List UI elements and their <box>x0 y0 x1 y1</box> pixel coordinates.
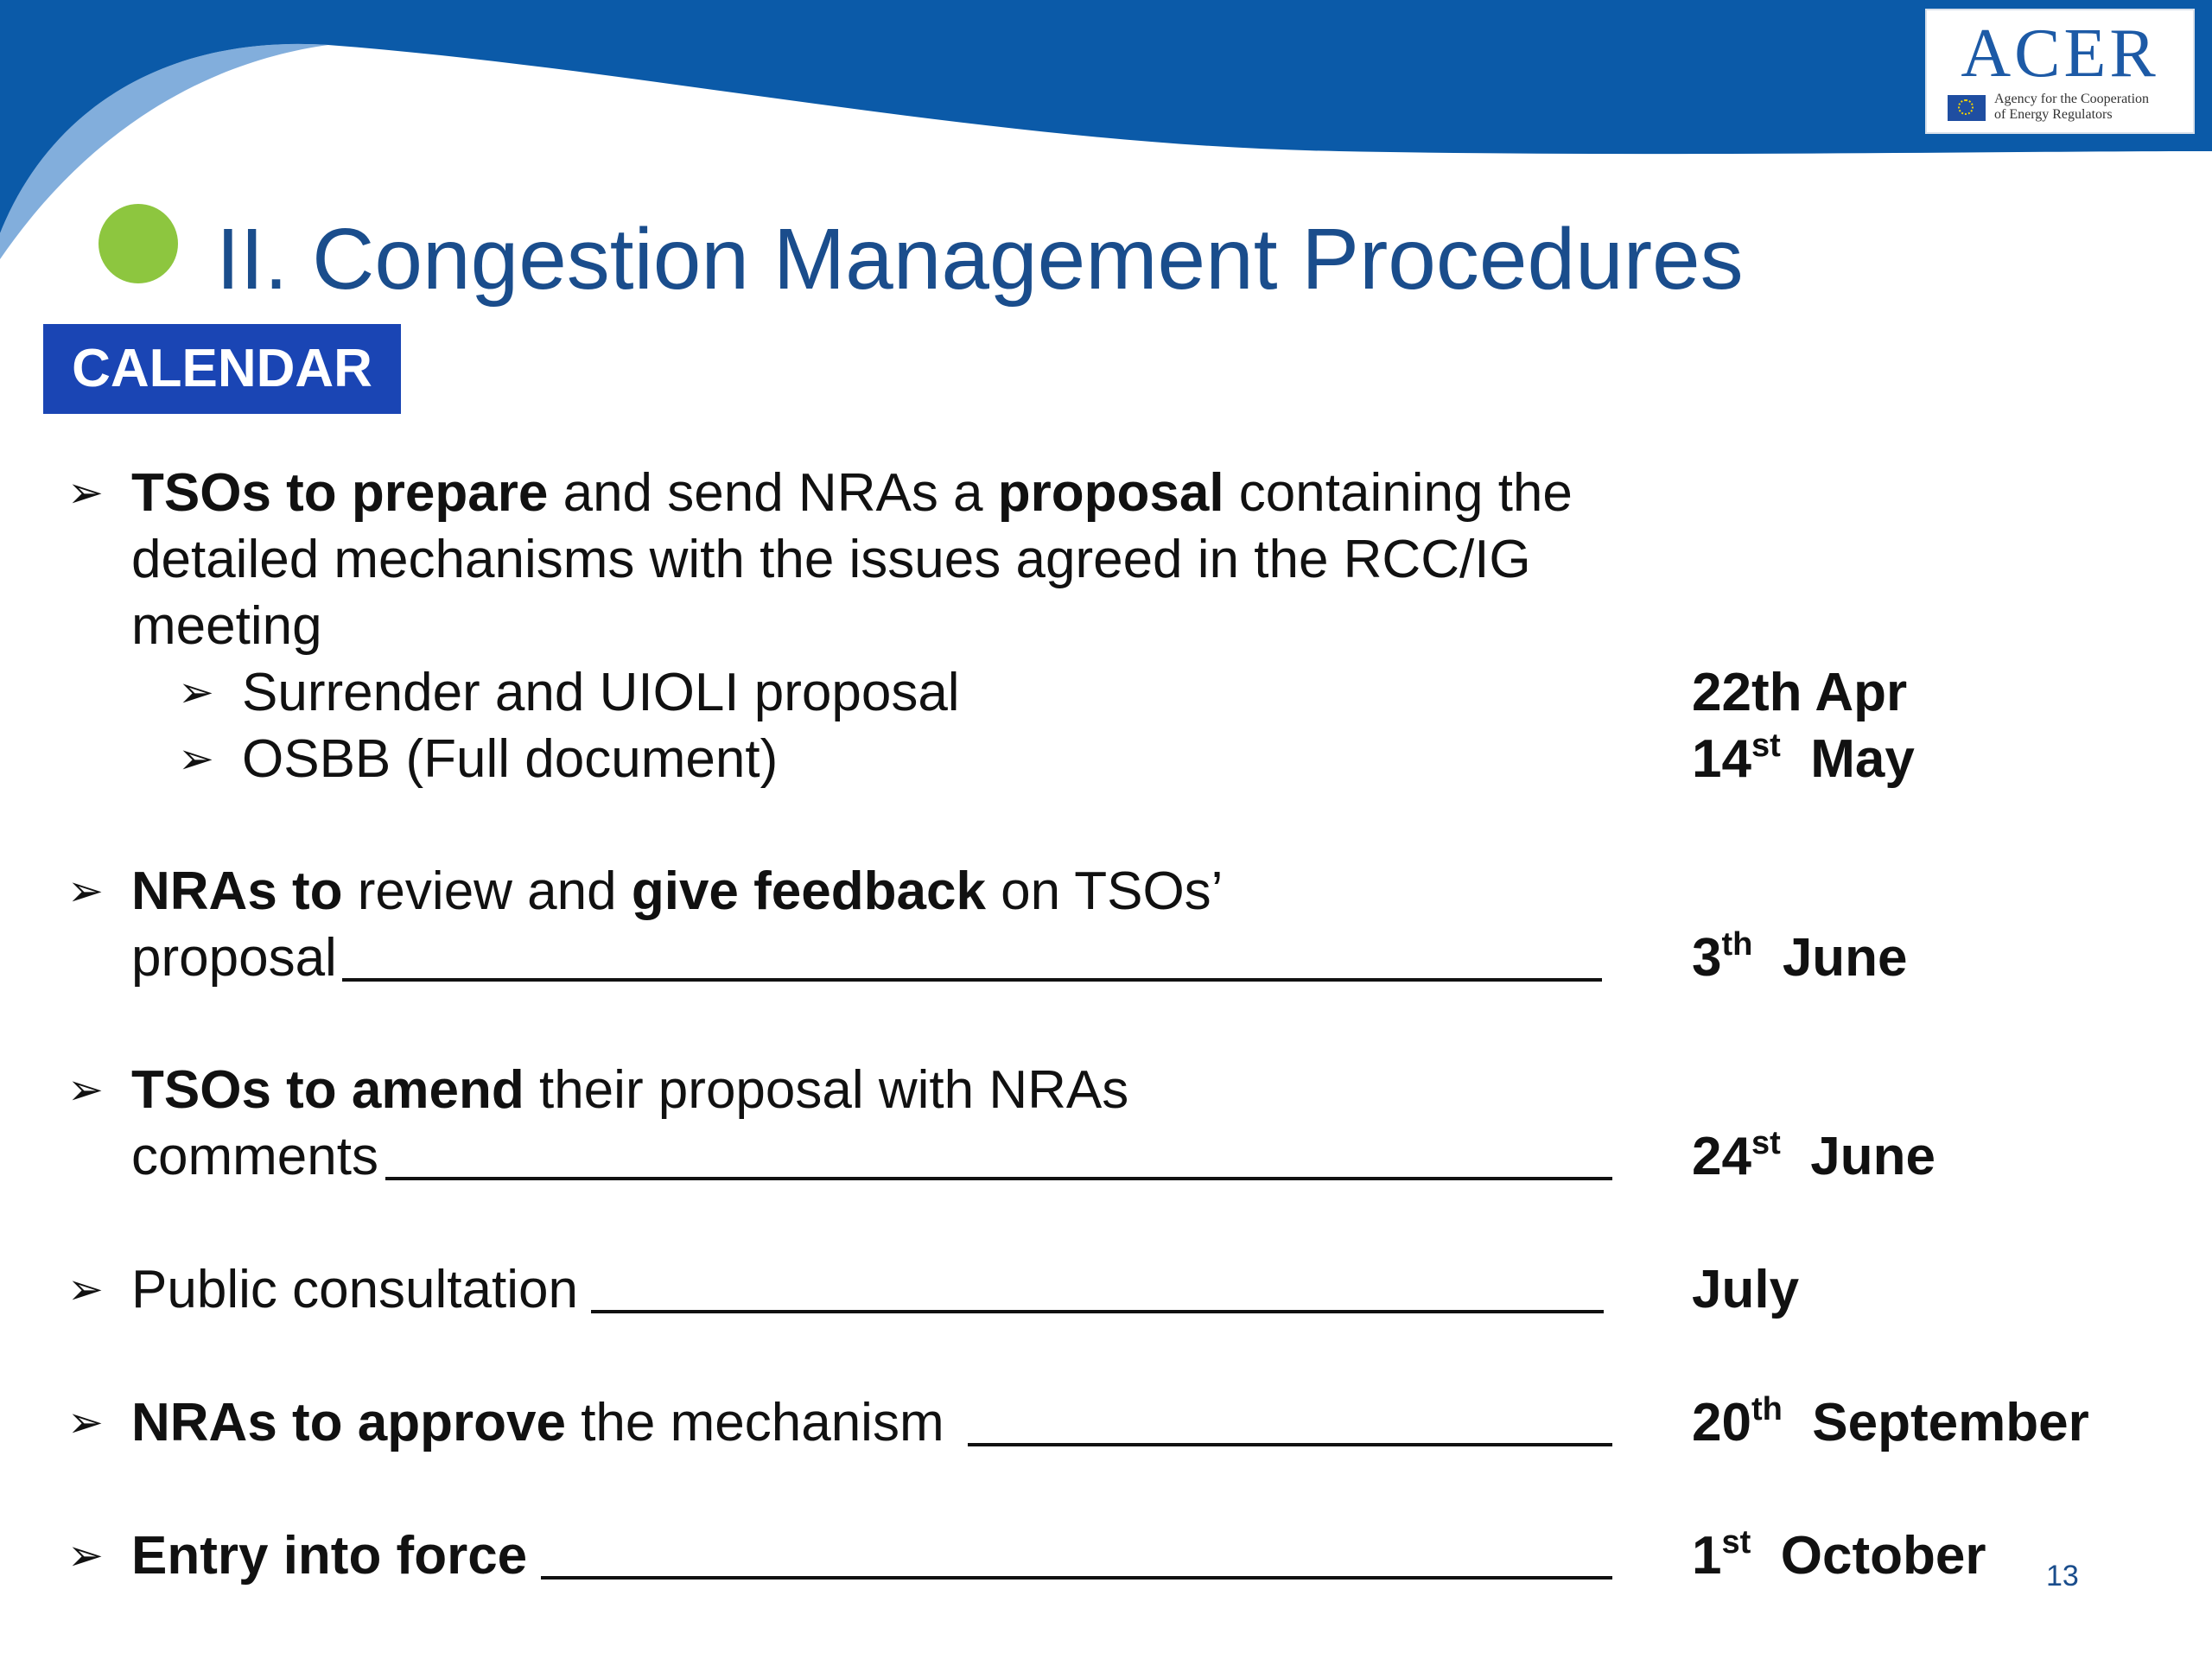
arrow-bullet-icon: ➢ <box>67 467 104 518</box>
leader-line <box>385 1177 1612 1180</box>
leader-line <box>541 1576 1612 1580</box>
leader-line <box>968 1443 1612 1446</box>
title-bullet-dot <box>99 204 178 283</box>
item-nras-approve: NRAs to approve the mechanism <box>131 1393 944 1452</box>
arrow-bullet-icon: ➢ <box>67 1264 104 1314</box>
date-osbb: 14st May <box>1692 728 1915 789</box>
item-entry-into-force: Entry into force <box>131 1526 528 1586</box>
item-nras-review-line2: proposal <box>131 928 337 988</box>
item-tsos-amend-line2: comments <box>131 1127 378 1186</box>
logo-subtitle: Agency for the Cooperation of Energy Regulators <box>1994 92 2150 122</box>
logo-wordmark: ACER <box>1961 16 2159 92</box>
arrow-bullet-icon: ➢ <box>178 734 214 784</box>
acer-logo <box>1925 9 2195 134</box>
date-tsos-amend: 24st June <box>1692 1125 1936 1186</box>
date-surrender-uioli: 22th Apr <box>1692 663 1908 722</box>
date-nras-review: 3th June <box>1692 926 1908 988</box>
eu-flag-icon <box>1948 95 1986 121</box>
leader-line <box>591 1310 1604 1313</box>
item-tsos-amend-line1: TSOs to amend their proposal with NRAs <box>131 1060 1129 1120</box>
date-entry-into-force: 1st October <box>1692 1524 1986 1586</box>
arrow-bullet-icon: ➢ <box>67 1397 104 1447</box>
subitem-surrender-uioli: Surrender and UIOLI proposal <box>242 663 960 722</box>
item-tsos-prepare-line2: detailed mechanisms with the issues agreed in the RCC/IG <box>131 530 1531 589</box>
item-tsos-prepare-line3: meeting <box>131 596 322 656</box>
subitem-osbb: OSBB (Full document) <box>242 729 779 789</box>
arrow-bullet-icon: ➢ <box>67 1065 104 1115</box>
item-public-consultation: Public consultation <box>131 1260 578 1319</box>
arrow-bullet-icon: ➢ <box>67 866 104 916</box>
item-tsos-prepare-line1: TSOs to prepare and send NRAs a proposal containing the <box>131 463 1573 523</box>
date-nras-approve: 20th September <box>1692 1391 2089 1452</box>
calendar-tag: CALENDAR <box>43 324 401 414</box>
item-nras-review-line1: NRAs to review and give feedback on TSOs’ <box>131 861 1224 921</box>
leader-line <box>342 978 1602 982</box>
arrow-bullet-icon: ➢ <box>178 667 214 717</box>
date-public-consultation: July <box>1692 1260 1800 1319</box>
arrow-bullet-icon: ➢ <box>67 1530 104 1580</box>
slide-title: II. Congestion Management Procedures <box>216 211 1744 308</box>
page-number: 13 <box>2046 1560 2079 1592</box>
